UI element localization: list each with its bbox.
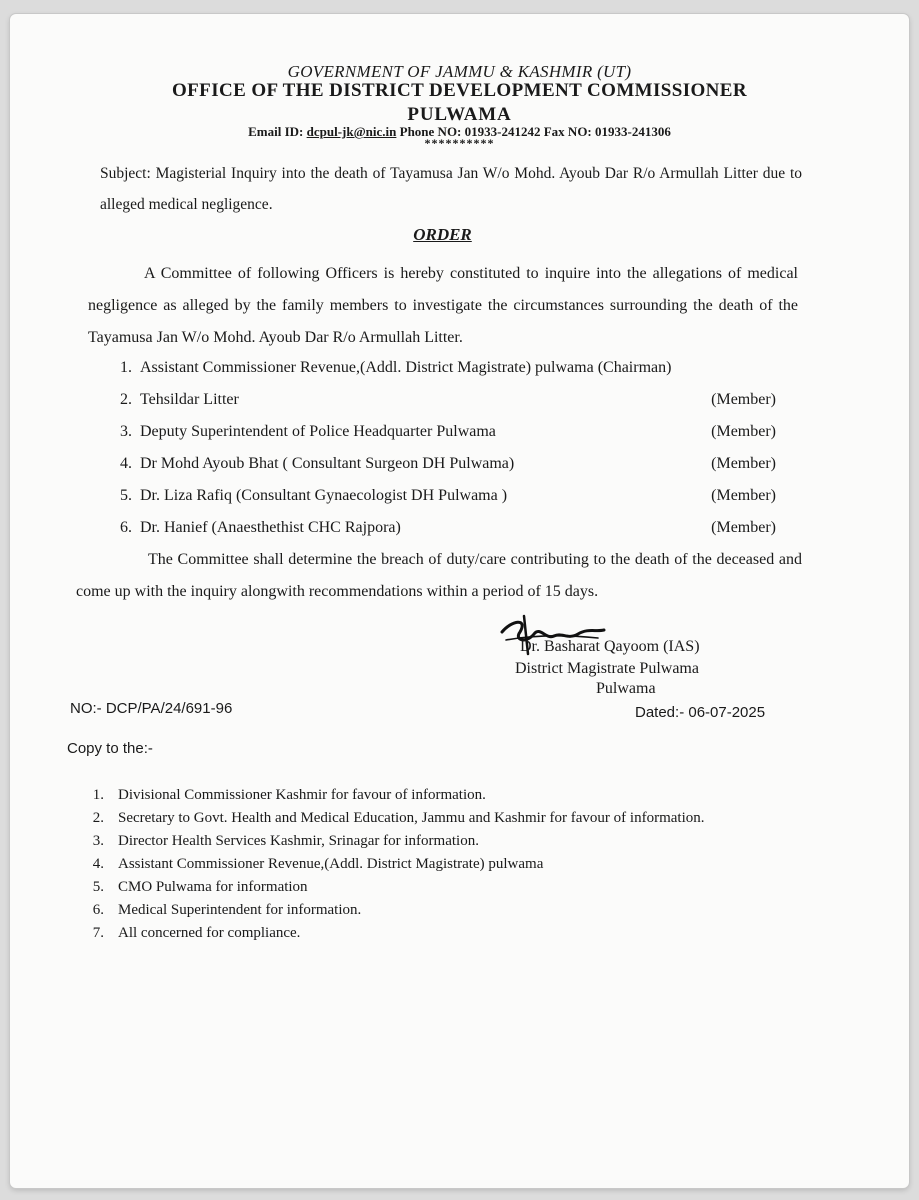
copy-text: Divisional Commissioner Kashmir for favour of information. <box>118 787 486 803</box>
member-number: 3. <box>120 423 132 440</box>
order-heading: ORDER <box>413 225 472 244</box>
member-name: Tehsildar Litter <box>140 391 239 408</box>
member-role: (Member) <box>711 487 776 504</box>
member-name: Dr. Liza Rafiq (Consultant Gynaecologist DH Pulwama ) <box>140 487 508 504</box>
member-number: 1. <box>120 359 132 376</box>
header-separator: ********** <box>424 136 495 150</box>
copy-text: Director Health Services Kashmir, Srinagar for information. <box>118 833 479 849</box>
copy-to-item <box>84 784 844 807</box>
committee-list <box>108 352 788 544</box>
signatory-name: Dr. Basharat Qayoom (IAS) <box>520 638 700 655</box>
committee-member <box>108 448 788 480</box>
copy-number: 2. <box>92 810 104 826</box>
copy-number: 6. <box>92 902 104 918</box>
member-number: 4. <box>120 455 132 472</box>
fax-number: 01933-241306 <box>595 124 671 139</box>
copy-to-item <box>84 830 844 853</box>
district-title: PULWAMA <box>407 104 512 125</box>
copy-number: 1. <box>92 787 104 803</box>
copy-text: Secretary to Govt. Health and Medical Education, Jammu and Kashmir for favour of information. <box>118 810 705 826</box>
member-role: (Member) <box>711 519 776 536</box>
committee-member <box>108 384 788 416</box>
copy-text: Assistant Commissioner Revenue,(Addl. District Magistrate) pulwama <box>118 856 544 872</box>
copy-number: 4. <box>92 856 104 872</box>
member-number: 5. <box>120 487 132 504</box>
copy-to-item <box>84 922 844 945</box>
member-number: 6. <box>120 519 132 536</box>
copy-number: 7. <box>92 925 104 941</box>
copy-number: 3. <box>92 833 104 849</box>
subject-line: Subject: Magisterial Inquiry into the death of Tayamusa Jan W/o Mohd. Ayoub Dar R/o Armullah Litter due to alleged medical negligence. <box>100 165 802 213</box>
phone-number: 01933-241242 <box>464 124 541 139</box>
signatory-place: Pulwama <box>596 680 656 697</box>
member-name: Dr Mohd Ayoub Bhat ( Consultant Surgeon DH Pulwama) <box>140 455 515 472</box>
email-address: dcpul-jk@nic.in <box>306 124 397 139</box>
email-label: Email ID: <box>248 124 304 139</box>
member-name: Dr. Hanief (Anaesthethist CHC Rajpora) <box>140 519 401 536</box>
member-name: Assistant Commissioner Revenue,(Addl. District Magistrate) pulwama (Chairman) <box>140 359 672 376</box>
copy-to-label: Copy to the:- <box>67 740 153 757</box>
member-name: Deputy Superintendent of Police Headquarter Pulwama <box>140 423 496 440</box>
member-role: (Member) <box>711 423 776 440</box>
office-title: OFFICE OF THE DISTRICT DEVELOPMENT COMMISSIONER <box>172 80 747 101</box>
committee-member <box>108 352 788 384</box>
committee-member <box>108 512 788 544</box>
copy-text: Medical Superintendent for information. <box>118 902 362 918</box>
committee-member <box>108 480 788 512</box>
member-number: 2. <box>120 391 132 408</box>
copy-to-list <box>84 784 844 945</box>
copy-text: All concerned for compliance. <box>118 925 301 941</box>
government-header: GOVERNMENT OF JAMMU & KASHMIR (UT) <box>287 62 632 81</box>
committee-member <box>108 416 788 448</box>
signatory-designation: District Magistrate Pulwama <box>515 660 699 677</box>
order-date: Dated:- 06-07-2025 <box>635 704 766 721</box>
member-role: (Member) <box>711 455 776 472</box>
copy-to-item <box>84 899 844 922</box>
copy-to-item <box>84 876 844 899</box>
fax-label: Fax NO: <box>543 124 592 139</box>
copy-text: CMO Pulwama for information <box>118 879 308 895</box>
copy-to-item <box>84 807 844 830</box>
phone-label: Phone NO: <box>399 124 462 139</box>
copy-number: 5. <box>92 879 104 895</box>
order-paragraph-1: A Committee of following Officers is hereby constituted to inquire into the allegations of medical negligence as alleged by the family members to investigate the circumstances surrounding the death of the Tayamusa Jan W/o Mohd. Ayoub Dar R/o Armullah Litter. <box>88 265 798 346</box>
order-paragraph-2: The Committee shall determine the breach of duty/care contributing to the death of the deceased and come up with the inquiry alongwith recommendations within a period of 15 days. <box>76 551 802 600</box>
copy-to-item <box>84 853 844 876</box>
member-role: (Member) <box>711 391 776 408</box>
reference-number: NO:- DCP/PA/24/691-96 <box>70 700 233 717</box>
